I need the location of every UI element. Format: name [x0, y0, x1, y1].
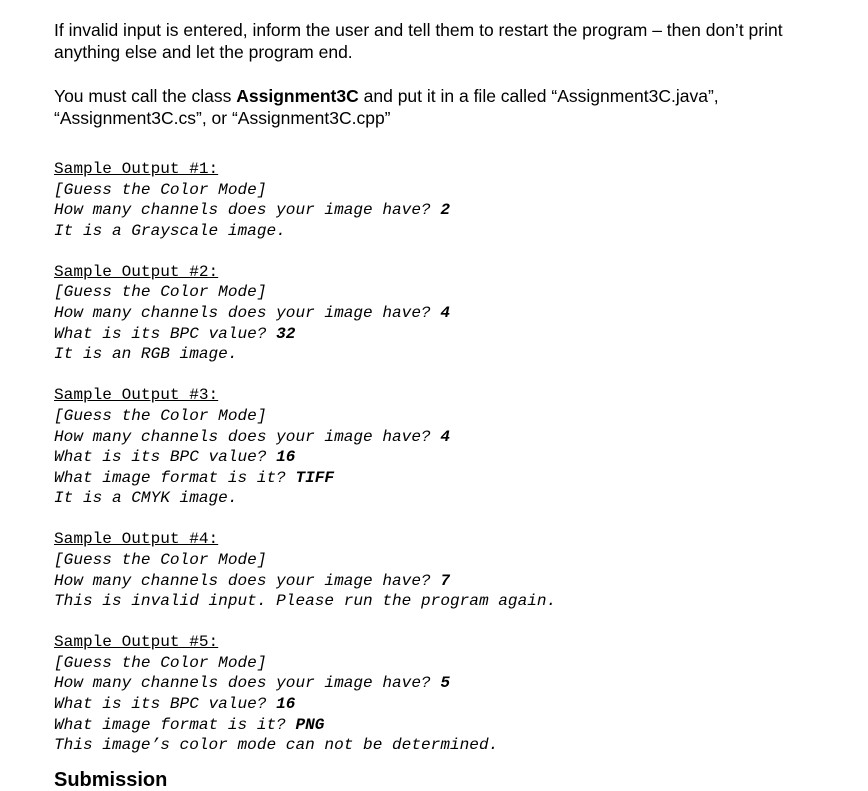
console-text: [Guess the Color Mode] [54, 406, 267, 425]
console-line [54, 468, 844, 489]
sample-output-3 [54, 385, 844, 509]
sample-output-2 [54, 262, 844, 365]
console-line [54, 591, 844, 612]
user-input-value: 4 [440, 427, 450, 446]
console-line [54, 673, 844, 694]
user-input-value: 2 [440, 201, 450, 220]
class-instruction-suffix: and put it in a file called “Assignment3C.java”, “Assignment3C.cs”, or “Assignment3C.cpp” [54, 86, 719, 128]
console-line [54, 282, 844, 303]
sample-output-heading: Sample Output #2: [54, 262, 219, 281]
console-text: [Guess the Color Mode] [54, 180, 267, 199]
document-page [54, 19, 844, 756]
class-name-instruction [54, 85, 844, 129]
console-text: How many channels does your image have? [54, 304, 441, 323]
sample-output-4 [54, 529, 844, 611]
console-text: What is its BPC value? [54, 448, 277, 467]
console-line [54, 427, 844, 448]
console-line [54, 550, 844, 571]
console-text: This image’s color mode can not be determined. [54, 736, 499, 755]
console-line [54, 735, 844, 756]
console-text: [Guess the Color Mode] [54, 283, 267, 302]
console-text: What is its BPC value? [54, 324, 277, 343]
user-input-value: 16 [276, 448, 296, 467]
console-text: It is a Grayscale image. [54, 221, 286, 240]
user-input-value: TIFF [295, 468, 335, 487]
class-instruction-prefix: You must call the class [54, 86, 237, 106]
console-line [54, 715, 844, 736]
console-line [54, 447, 844, 468]
sample-output-heading: Sample Output #5: [54, 633, 219, 652]
console-line [54, 221, 844, 242]
console-line [54, 653, 844, 674]
console-text: How many channels does your image have? [54, 201, 441, 220]
console-line [54, 303, 844, 324]
sample-output-5 [54, 632, 844, 756]
user-input-value: 4 [440, 304, 450, 323]
sample-output-heading: Sample Output #1: [54, 160, 219, 178]
console-text: How many channels does your image have? [54, 571, 441, 590]
sample-output-heading: Sample Output #4: [54, 530, 219, 549]
user-input-value: 7 [440, 571, 450, 590]
console-line [54, 406, 844, 427]
console-text: [Guess the Color Mode] [54, 551, 267, 569]
invalid-input-instruction: If invalid input is entered, inform the user and tell them to restart the program – then don’t print anything else and let the program end. [54, 20, 783, 62]
console-text: What image format is it? [54, 468, 296, 487]
console-line [54, 324, 844, 345]
console-text: [Guess the Color Mode] [54, 653, 267, 672]
console-text: How many channels does your image have? [54, 674, 441, 693]
console-line [54, 200, 844, 221]
console-line [54, 694, 844, 715]
console-text: What image format is it? [54, 715, 296, 734]
console-line [54, 180, 844, 201]
user-input-value: 32 [276, 324, 296, 343]
sample-outputs [54, 159, 844, 756]
sample-output-1 [54, 159, 844, 241]
next-section-heading-cutoff: Submission [54, 769, 168, 791]
console-text: What is its BPC value? [54, 695, 277, 714]
user-input-value: PNG [295, 715, 325, 734]
user-input-value: 16 [276, 695, 296, 714]
console-text: This is invalid input. Please run the program again. [54, 592, 557, 611]
sample-output-heading: Sample Output #3: [54, 386, 219, 405]
console-line [54, 488, 844, 509]
user-input-value: 5 [440, 674, 450, 693]
console-text: It is a CMYK image. [54, 489, 238, 508]
console-line [54, 571, 844, 592]
console-line [54, 344, 844, 365]
class-name: Assignment3C [236, 86, 359, 106]
console-text: How many channels does your image have? [54, 427, 441, 446]
console-text: It is an RGB image. [54, 345, 238, 364]
